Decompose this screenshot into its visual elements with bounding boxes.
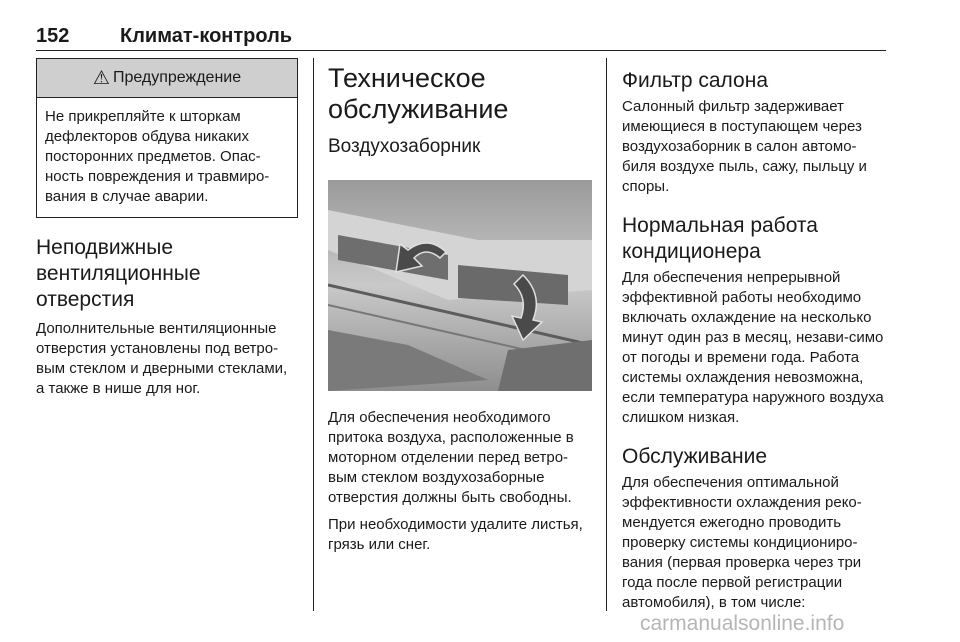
warning-header	[37, 59, 297, 98]
fixed-vents-text: Дополнительные вентиляционные отверстия установлены под ветро-вым стеклом и дверными стеклами, а также в нише для ног.	[36, 320, 288, 397]
cabin-filter-text: Салонный фильтр задерживает имеющиеся в поступающем через воздухозаборник в салон автомо-биля воздухе пыль, сажу, пыльцу и споры.	[622, 98, 867, 195]
ac-operation-heading: Нормальная работа кондиционера	[622, 214, 818, 263]
service-text: Для обеспечения оптимальной эффективности охлаждения реко-мендуется ежегодно проводить проверку системы кондициониро-вания (первая проверка через три года после первой регистрации автомобиля), в том числе:	[622, 474, 862, 611]
remove-debris-text: При необходимости удалите листья, грязь или снег.	[328, 516, 583, 553]
warning-text: Не прикрепляйте к шторкам дефлекторов обдува никаких посторонних предметов. Опас-ность повреждения и травмиро-вания в случае аварии.	[45, 108, 270, 205]
air-intake-text: Для обеспечения необходимого притока воздуха, расположенные в моторном отделении перед ветро-вым стеклом воздухозаборные отверстия должны быть свободны.	[328, 409, 574, 506]
page-number: 152	[36, 25, 70, 47]
ac-operation-text: Для обеспечения непрерывной эффективной работы необходимо включать охлаждение на несколько минут один раз в месяц, незави-симо от погоды и времени года. Работа системы охлаждения невозможна, если температура наружного воздуха слишком низкая.	[622, 269, 884, 426]
service-heading: Обслуживание	[622, 445, 768, 468]
page-header	[36, 24, 886, 51]
column-divider	[313, 58, 314, 611]
column-3	[622, 58, 890, 613]
fixed-vents-heading: Неподвижные вентиляционные отверстия	[36, 236, 201, 311]
warning-box	[36, 58, 298, 218]
watermark: carmanualsonline.info	[640, 612, 845, 635]
column-2	[328, 58, 592, 555]
column-divider	[606, 58, 607, 611]
maintenance-heading: Техническое обслуживание	[328, 63, 509, 124]
cabin-filter-heading: Фильтр салона	[622, 69, 769, 92]
warning-title: Предупреждение	[112, 69, 242, 86]
air-intake-heading: Воздухозаборник	[328, 136, 481, 157]
warning-triangle-icon: ⚠	[92, 67, 110, 89]
air-intake-photo	[328, 180, 592, 391]
section-title: Климат-контроль	[120, 25, 293, 47]
column-1	[36, 58, 298, 399]
